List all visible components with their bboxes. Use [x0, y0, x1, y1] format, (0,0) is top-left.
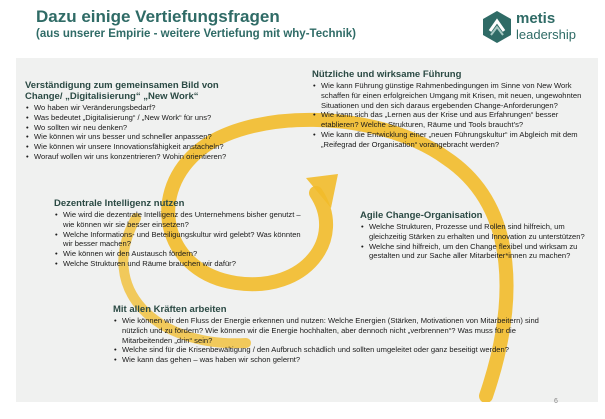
section-heading: Dezentrale Intelligenz nutzen: [54, 198, 185, 209]
section-agile: [360, 210, 596, 261]
bullet-list: [312, 81, 594, 150]
list-item: • Wie können wir den Austausch fördern?: [63, 249, 304, 259]
section-heading: Mit allen Kräften arbeiten: [113, 304, 227, 315]
content-panel: [16, 58, 598, 402]
bullet-list: [360, 222, 596, 261]
list-item: • Wo sollten wir neu denken?: [34, 123, 295, 133]
list-item: • Welche sind für die Krisenbewältigung / den Aufbruch schädlich und sollten umgeleitet oder ganz beseitigt werden?: [122, 345, 563, 355]
list-item: • Wie können wir den Fluss der Energie erkennen und nutzen: Welche Energien (Stärken, Motivationen von Mitarbeitern) sind nützlich und zu fördern? Wie können wir die Energie hochhalten, aber dennoch nicht „verbrennen“? Was muss für die Mitarbeitenden „drin“ sein?: [122, 316, 563, 345]
section-fuehrung: [312, 69, 594, 150]
bullet-list: [25, 103, 295, 162]
list-item: • Welche Informations- und Beteiligungskultur wird gelebt? Was könnten wir besser machen?: [63, 230, 304, 250]
list-item: • Wo haben wir Veränderungsbedarf?: [34, 103, 295, 113]
list-item: • Wie können wir uns besser und schneller anpassen?: [34, 132, 295, 142]
bullet-list: [113, 316, 563, 365]
section-heading: Verständigung zum gemeinsamen Bild von: [25, 80, 219, 91]
page-subtitle: (aus unserer Empirie - weitere Vertiefung mit why-Technik): [36, 28, 356, 40]
bullet-list: [54, 210, 304, 269]
list-item: • Welche Strukturen, Prozesse und Rollen sind hilfreich, um gleichzeitig Stärken zu erhalten und Innovation zu unterstützen?: [369, 222, 596, 242]
list-item: • Welche Strukturen und Räume brauchen wir dafür?: [63, 259, 304, 269]
logo-mark-icon: [480, 9, 514, 45]
list-item: • Was bedeutet „Digitalisierung“ / „New Work“ für uns?: [34, 113, 295, 123]
section-heading: Change/ „Digitalisierung“ „New Work“: [25, 91, 199, 102]
metis-leadership-logo: [480, 9, 590, 47]
list-item: • Wie kann Führung günstige Rahmenbedingungen im Sinne von New Work schaffen für einen erfolgreichen Umgang mit Krisen, mit neuen, ungewohnten Situationen und den sich daraus ergebenden Change-Anforderungen?: [321, 81, 594, 110]
section-intelligenz: [54, 198, 304, 269]
page-number: 6: [554, 398, 558, 405]
list-item: • Wie können wir unsere Innovationsfähigkeit anstacheln?: [34, 142, 295, 152]
section-verstaendigung: [25, 80, 295, 162]
section-heading: Agile Change-Organisation: [360, 210, 483, 221]
section-kraefte: [113, 304, 563, 365]
list-item: • Worauf wollen wir uns konzentrieren? Wohin orientieren?: [34, 152, 295, 162]
logo-text-metis: metis: [516, 10, 556, 27]
list-item: • Wie kann die Entwicklung einer „neuen Führungskultur“ im Abgleich mit dem „Reifegrad der Organisation“ vorangebracht werden?: [321, 130, 594, 150]
list-item: • Wie wird die dezentrale Intelligenz des Unternehmens bisher genutzt – wie können wir sie besser einsetzen?: [63, 210, 304, 230]
logo-text-leadership: leadership: [516, 27, 576, 42]
section-heading: Nützliche und wirksame Führung: [312, 69, 462, 80]
list-item: • Wie kann sich das „Lernen aus der Krise und aus Erfahrungen“ besser etablieren? Welche Strukturen, Räume und Tools braucht's?: [321, 110, 594, 130]
list-item: • Welche sind hilfreich, um den Change flexibel und wirksam zu gestalten und zur Sache aller Mitarbeiter*innen zu machen?: [369, 242, 596, 262]
list-item: • Wie kann das gehen – was haben wir schon gelernt?: [122, 355, 563, 365]
page-title: Dazu einige Vertiefungsfragen: [36, 7, 280, 26]
